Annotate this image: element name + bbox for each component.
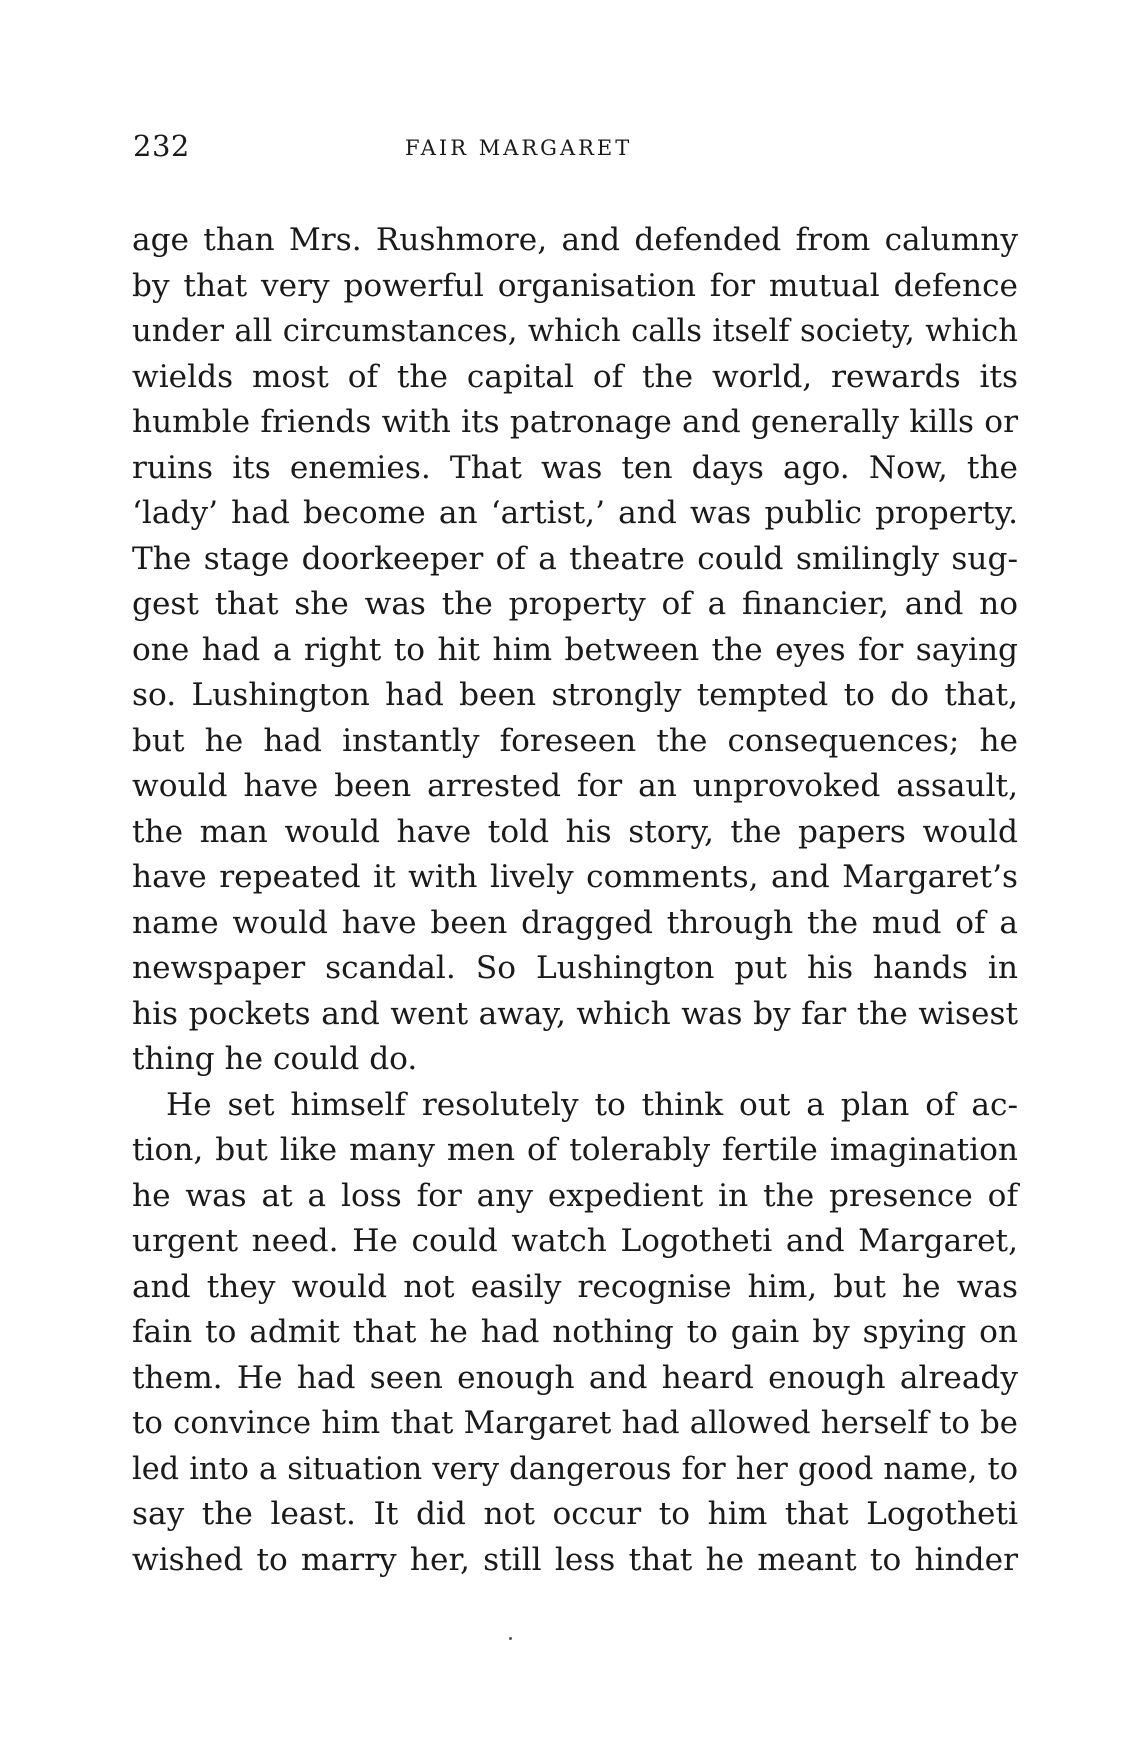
text-line: thing he could do. xyxy=(132,1041,418,1077)
paragraph-1 xyxy=(132,218,1018,1083)
text-line: them. He had seen enough and heard enough already xyxy=(132,1359,1018,1396)
text-line: ruins its enemies. That was ten days ago. Now, the xyxy=(132,449,1018,486)
text-line: have repeated it with lively comments, and Margaret’s xyxy=(132,859,1018,895)
text-line: wields most of the capital of the world, rewards its xyxy=(132,358,1018,395)
text-line: his pockets and went away, which was by far the wisest xyxy=(132,995,1018,1032)
text-line: humble friends with its patronage and generally kills or xyxy=(132,404,1018,440)
book-title: FAIR MARGARET xyxy=(405,136,633,160)
text-line: would have been arrested for an unprovoked assault, xyxy=(132,768,1018,804)
text-line: led into a situation very dangerous for her good name, to xyxy=(132,1451,1018,1487)
print-speck xyxy=(509,1637,512,1640)
running-head xyxy=(133,128,1013,168)
text-line: urgent need. He could watch Logotheti and Margaret, xyxy=(132,1223,1018,1259)
text-line: under all circumstances, which calls itself society, which xyxy=(132,314,1018,349)
body-text xyxy=(132,218,1018,1583)
text-line: tion, but like many men of tolerably fertile imagination xyxy=(132,1132,1018,1168)
text-line: He set himself resolutely to think out a plan of ac- xyxy=(166,1086,1018,1123)
text-line: name would have been dragged through the mud of a xyxy=(132,904,1018,941)
text-line: and they would not easily recognise him, but he was xyxy=(132,1268,1018,1305)
text-line: gest that she was the property of a financier, and no xyxy=(132,586,1018,622)
text-line: he was at a loss for any expedient in the presence of xyxy=(132,1177,1018,1214)
text-line: wished to marry her, still less that he meant to hinder xyxy=(132,1541,1018,1578)
text-line: but he had instantly foreseen the consequences; he xyxy=(132,722,1018,759)
text-line: the man would have told his story, the papers would xyxy=(132,813,1018,850)
text-line: newspaper scandal. So Lushington put his hands in xyxy=(132,950,1018,986)
text-line: say the least. It did not occur to him that Logotheti xyxy=(132,1496,1018,1532)
text-line: The stage doorkeeper of a theatre could smilingly sug- xyxy=(132,540,1018,577)
text-line: to convince him that Margaret had allowed herself to be xyxy=(132,1405,1018,1441)
text-line: fain to admit that he had nothing to gain by spying on xyxy=(132,1314,1018,1350)
paragraph-2 xyxy=(132,1083,1018,1584)
text-line: ‘lady’ had become an ‘artist,’ and was public property. xyxy=(132,495,1018,531)
page-number: 232 xyxy=(133,129,190,163)
text-line: one had a right to hit him between the eyes for saying xyxy=(132,631,1018,668)
text-line: age than Mrs. Rushmore, and defended from calumny xyxy=(132,222,1018,258)
text-line: by that very powerful organisation for mutual defence xyxy=(132,267,1018,304)
text-line: so. Lushington had been strongly tempted to do that, xyxy=(132,677,1018,713)
